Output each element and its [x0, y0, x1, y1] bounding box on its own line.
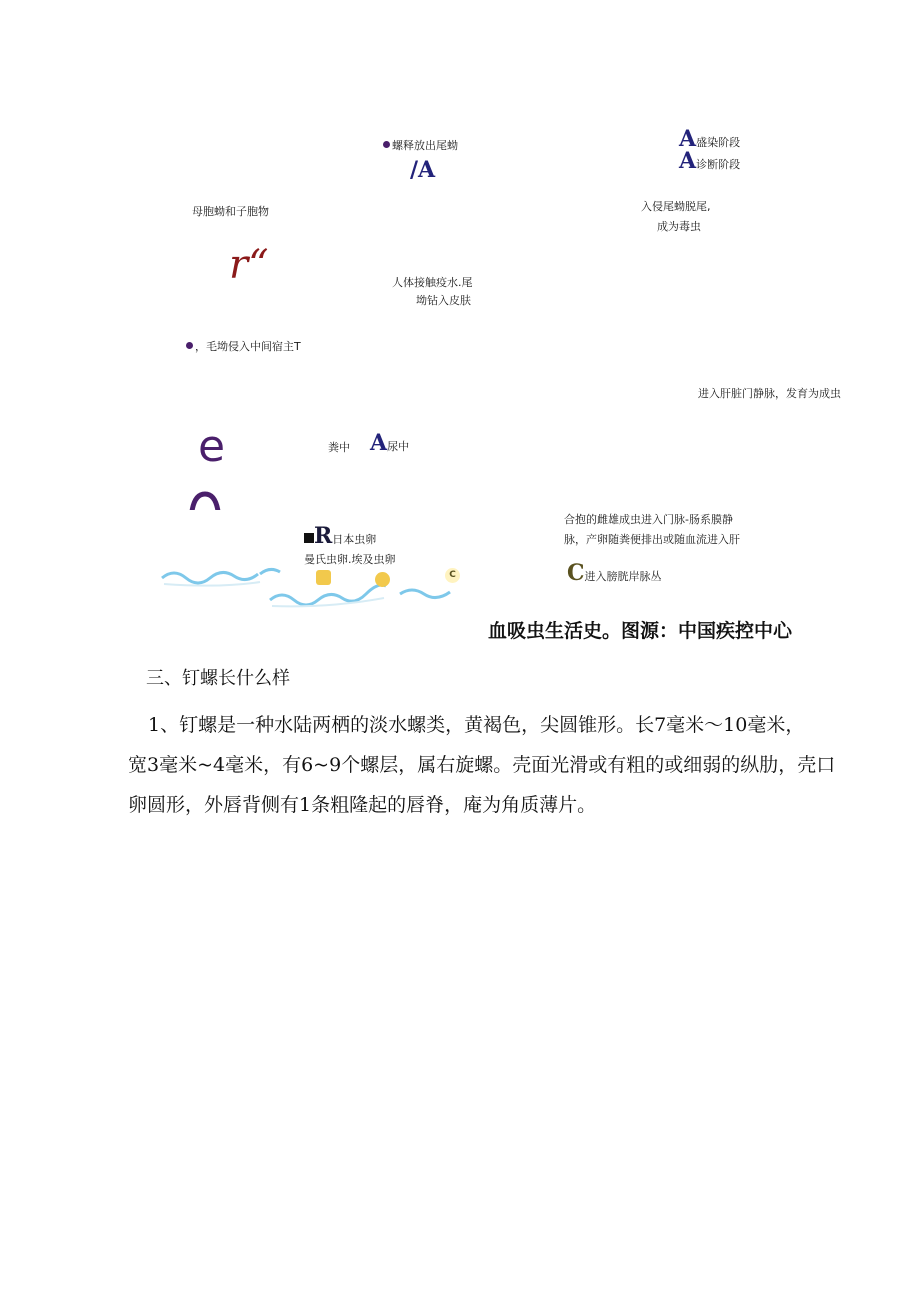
egg-icon — [375, 572, 390, 587]
body-paragraph — [128, 705, 838, 825]
stage-infection-text: 盛染阶段 — [696, 136, 741, 149]
label-bladder-text: 进入膀胱岸脉丛 — [584, 570, 662, 583]
label-become-worm: 成为毒虫 — [657, 220, 701, 233]
label-release-text: 螺释放出尾蚴 — [392, 139, 458, 152]
paragraph-line: 卵圆形，外唇背侧有1条粗隆起的唇脊，庵为角质薄片。 — [128, 794, 597, 816]
label-paired-2: 脉，产卵随粪便排出或随血流进入肝 — [564, 533, 740, 546]
label-release — [383, 139, 458, 153]
a-glyph: A — [679, 148, 697, 174]
step-bullet-icon — [383, 141, 390, 148]
c-glyph: C — [567, 560, 585, 586]
label-feces: 粪中 — [328, 441, 350, 454]
paragraph-line: 宽3毫米~4毫米，有6~9个螺层，属右旋螺。壳面光滑或有粗的或细弱的纵肋，壳口 — [128, 754, 836, 776]
paragraph-line: 1、钉螺是一种水陆两栖的淡水螺类，黄褐色，尖圆锥形。长7毫米～10毫米， — [148, 714, 805, 736]
stage-diagnosis — [679, 148, 740, 174]
label-miracidium — [186, 340, 301, 354]
label-human-contact-2: 坳钻入皮肤 — [416, 294, 471, 307]
e-glyph: e — [198, 421, 226, 472]
label-urine — [370, 430, 409, 456]
slash-a-glyph: /A — [410, 157, 436, 183]
stage-diagnosis-text: 诊断阶段 — [696, 158, 741, 171]
label-bladder — [567, 560, 662, 586]
label-paired-1: 合抱的雌雄成虫进入门脉-肠系膜静 — [564, 513, 733, 526]
label-sporocyst: 母胞蚴和子胞物 — [192, 205, 269, 218]
section-heading: 三、钉螺长什么样 — [146, 668, 290, 689]
step-bullet-icon — [186, 342, 193, 349]
label-invade-tail: 入侵尾蚴脱尾, — [641, 200, 711, 213]
label-human-contact-1: 人体接触疫水.尾 — [392, 276, 473, 289]
label-liver-portal: 进入肝脏门静脉，发育为成虫 — [698, 387, 841, 400]
a-glyph: A — [370, 430, 388, 456]
label-japonicum-text: 日本虫卵 — [332, 533, 377, 546]
egg-icon — [316, 570, 331, 585]
figure-caption: 血吸虫生活史。图源：中国疾控中心 — [488, 620, 793, 642]
r-glyph: r“ — [229, 242, 269, 288]
arch-icon — [186, 488, 224, 510]
r-big-glyph: R — [314, 523, 333, 549]
egg-icon: C — [445, 568, 460, 583]
square-icon — [304, 533, 314, 543]
label-mansoni: 曼氏虫卵.埃及虫卵 — [304, 553, 396, 566]
label-japonicum — [304, 523, 376, 549]
label-urine-text: 尿中 — [387, 440, 410, 453]
label-miracidium-text: ，毛坳侵入中间宿主T — [195, 340, 301, 353]
a-glyph: A — [679, 126, 697, 152]
water-waves-icon — [160, 562, 465, 610]
